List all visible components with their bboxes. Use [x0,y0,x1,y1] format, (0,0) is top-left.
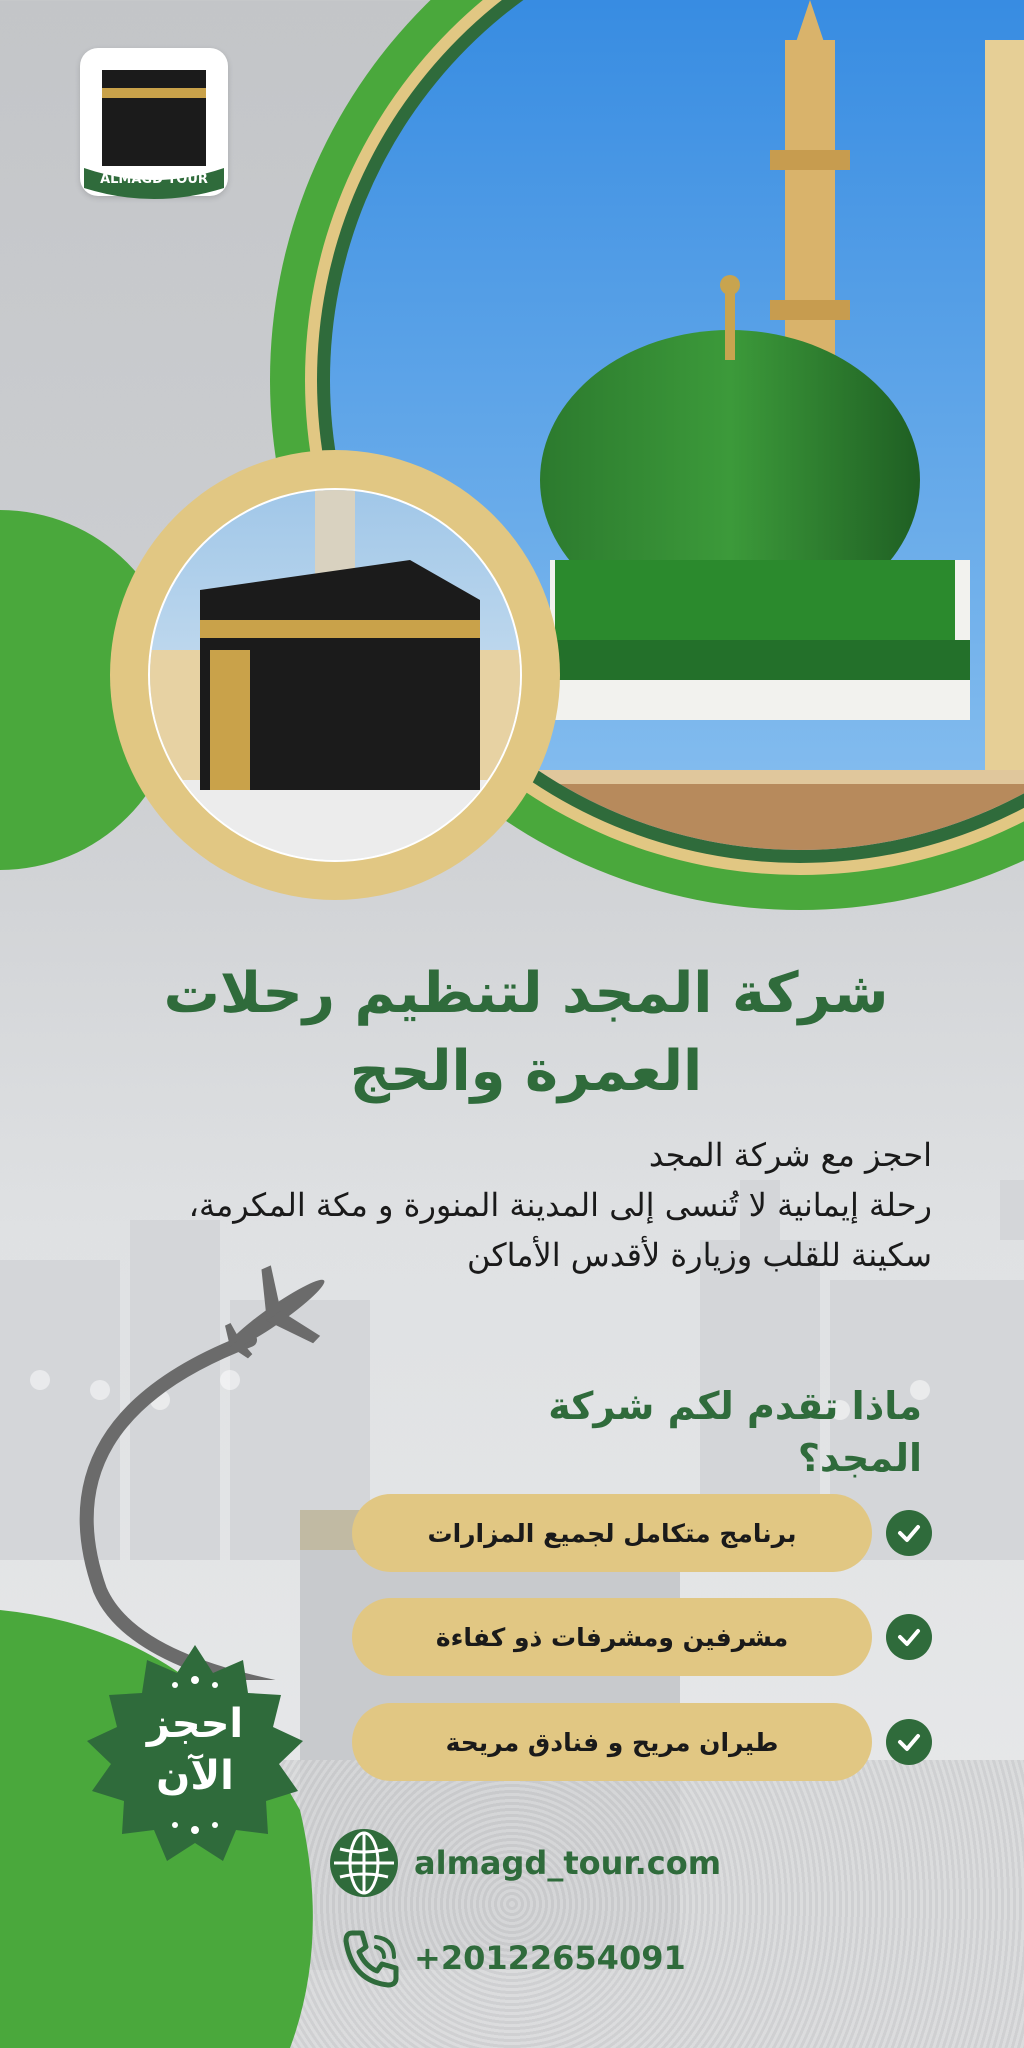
page-title-line-2: العمرة والحج [349,1039,703,1104]
phone-text: +20122654091 [414,1939,686,1977]
feature-label: مشرفين ومشرفات ذو كفاءة [435,1622,789,1652]
website-link[interactable] [328,1828,788,1898]
intro-line-1: احجز مع شركة المجد [648,1136,932,1174]
check-icon [886,1614,932,1660]
logo-text: ALMAGD TOUR [100,172,208,187]
feature-item-3 [352,1703,872,1781]
feature-label: طيران مريح و فنادق مريحة [445,1727,779,1757]
check-icon [886,1719,932,1765]
page-title-line-1: شركة المجد لتنظيم رحلات [163,961,889,1026]
intro-line-3: سكينة للقلب وزيارة لأقدس الأماكن [467,1236,932,1274]
intro-line-2: رحلة إيمانية لا تُنسى إلى المدينة المنورة و مكة المكرمة، [188,1186,932,1224]
offers-title-line-1: ماذا تقدم لكم شركة [548,1384,922,1428]
offers-title-line-2: المجد؟ [797,1436,922,1480]
phone-icon [338,1925,404,1991]
phone-link[interactable] [338,1925,758,1991]
page-title [136,955,916,1111]
intro-paragraph [152,1130,932,1280]
book-now-button[interactable] [80,1640,310,1870]
feature-item-2 [352,1598,872,1676]
book-now-line-2: الآن [156,1753,234,1799]
feature-label: برنامج متكامل لجميع المزارات [427,1518,797,1548]
feature-item-1 [352,1494,872,1572]
book-now-line-1: احجز [146,1701,244,1747]
globe-icon [328,1827,400,1899]
logo-ribbon [80,168,228,202]
check-icon [886,1510,932,1556]
website-text: almagd_tour.com [414,1844,722,1882]
airplane-icon [210,1260,340,1370]
offers-title [362,1380,922,1484]
